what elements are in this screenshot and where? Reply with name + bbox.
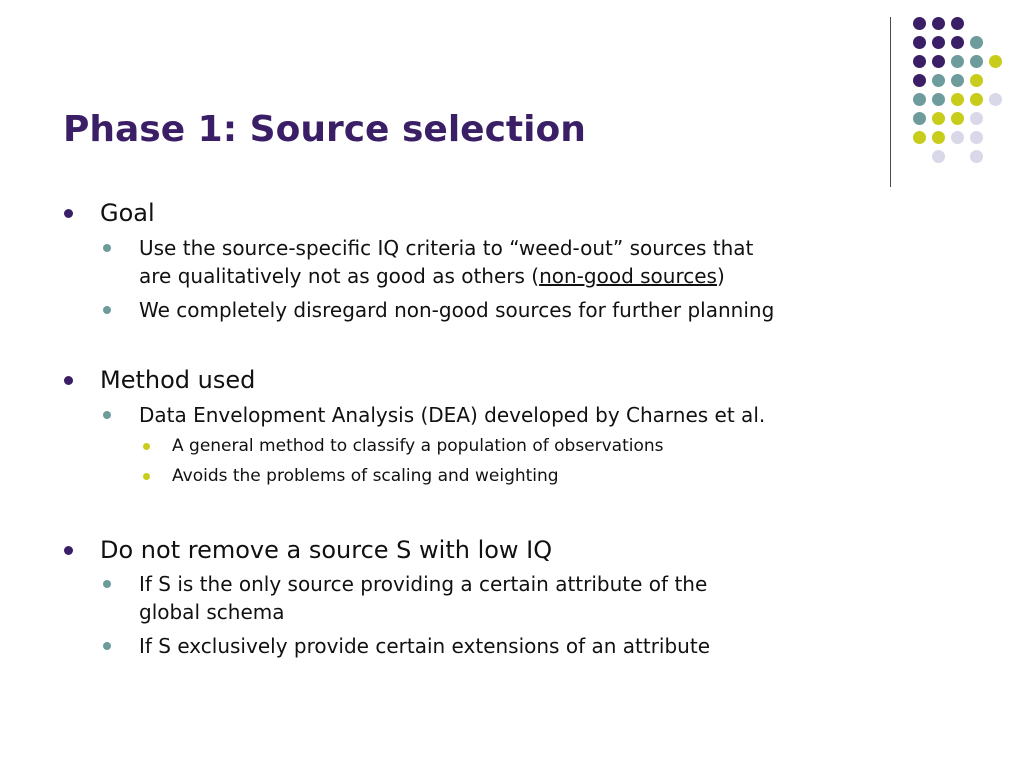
- non-good-sources-term: non-good sources: [539, 264, 717, 288]
- decorative-dot: [970, 112, 983, 125]
- level2-bullet: [103, 306, 111, 314]
- level2-bullet: [103, 244, 111, 252]
- goal-point-1-text-post: ): [716, 264, 725, 288]
- method-point-1: Data Envelopment Analysis (DEA) developed by Charnes et al.: [139, 403, 766, 427]
- decorative-dot: [989, 55, 1002, 68]
- decorative-dot: [932, 55, 945, 68]
- decorative-dot: [951, 93, 964, 106]
- decorative-dot: [913, 93, 926, 106]
- level2-bullet: [103, 642, 111, 650]
- decorative-dot: [951, 55, 964, 68]
- decorative-dot: [932, 150, 945, 163]
- level1-bullet: [64, 209, 73, 218]
- decorative-dot: [913, 36, 926, 49]
- decorative-dot: [970, 131, 983, 144]
- level1-bullet: [64, 376, 73, 385]
- level3-bullet: [143, 443, 150, 450]
- level3-bullet: [143, 473, 150, 480]
- decorative-dot: [913, 74, 926, 87]
- decorative-dot: [951, 74, 964, 87]
- method-subpoint-2: Avoids the problems of scaling and weighting: [172, 466, 559, 486]
- decorative-dot: [913, 112, 926, 125]
- section-heading-goal: Goal: [100, 199, 155, 227]
- decorative-dot: [970, 36, 983, 49]
- do-not-remove-point-1-line-2: global schema: [139, 600, 285, 624]
- decorative-dot: [913, 17, 926, 30]
- decorative-dot: [932, 36, 945, 49]
- do-not-remove-point-2: If S exclusively provide certain extensions of an attribute: [139, 634, 710, 658]
- level1-bullet: [64, 546, 73, 555]
- decorative-dot: [970, 55, 983, 68]
- decorative-dot: [951, 17, 964, 30]
- decorative-dot: [932, 17, 945, 30]
- decorative-dot: [932, 93, 945, 106]
- level2-bullet: [103, 411, 111, 419]
- goal-point-2: We completely disregard non-good sources for further planning: [139, 298, 775, 322]
- decorative-dot: [913, 55, 926, 68]
- slide-title: Phase 1: Source selection: [63, 109, 586, 150]
- decorative-dot: [951, 36, 964, 49]
- goal-point-1-line-1: Use the source-specific IQ criteria to “weed-out” sources that: [139, 236, 754, 260]
- goal-point-1-text-pre: are qualitatively not as good as others (: [139, 264, 540, 288]
- section-heading-method-used: Method used: [100, 366, 256, 394]
- goal-point-1-line-2: [139, 262, 725, 290]
- decorative-dot: [913, 131, 926, 144]
- decorative-dot: [951, 112, 964, 125]
- decorative-dot: [932, 112, 945, 125]
- method-subpoint-1: A general method to classify a population of observations: [172, 436, 664, 456]
- decorative-dot: [951, 131, 964, 144]
- level2-bullet: [103, 580, 111, 588]
- decorative-dot: [970, 74, 983, 87]
- decorative-dot: [932, 131, 945, 144]
- decorative-dot: [932, 74, 945, 87]
- decorative-dot: [970, 93, 983, 106]
- decorative-dot: [970, 150, 983, 163]
- decorative-dot: [989, 93, 1002, 106]
- section-heading-do-not-remove: Do not remove a source S with low IQ: [100, 536, 553, 564]
- do-not-remove-point-1-line-1: If S is the only source providing a certain attribute of the: [139, 572, 708, 596]
- title-divider-line: [890, 17, 891, 187]
